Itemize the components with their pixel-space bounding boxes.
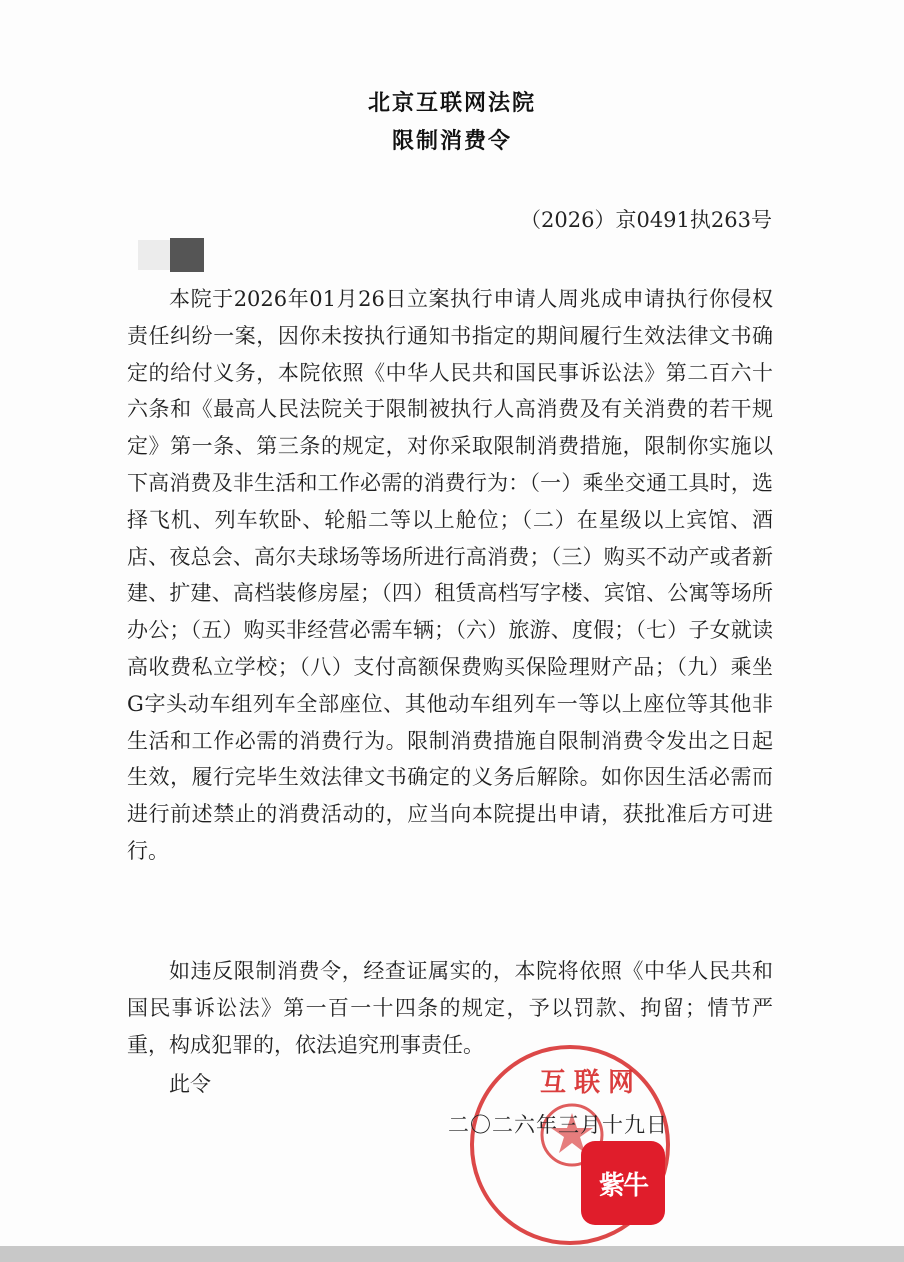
redaction-fade: [138, 240, 170, 270]
document-date: 二〇二六年三月十九日: [448, 1113, 668, 1137]
publisher-logo: [581, 1141, 665, 1225]
court-name: 北京互联网法院: [367, 91, 536, 116]
closing-text: 此令: [169, 1072, 211, 1096]
publisher-logo-text: 紫牛: [598, 1170, 647, 1201]
bottom-scroll-bar: [0, 1246, 904, 1262]
body-paragraph-1: 本院于2026年01月26日立案执行申请人周兆成申请执行你侵权责任纠纷一案，因你未按执行通知书指定的期间履行生效法律文书确定的给付义务，本院依照《中华人民共和国民事诉讼法》第二百六十六条和《最高人民法院关于限制被执行人高消费及有关消费的若干规定》第一条、第三条的规定，对你采取限制消费措施，限制你实施以下高消费及非生活和工作必需的消费行为：（一）乘坐交通工具时，选择飞机、列车软卧、轮船二等以上舱位；（二）在星级以上宾馆、酒店、夜总会、高尔夫球场等场所进行高消费；（三）购买不动产或者新建、扩建、高档装修房屋；（四）租赁高档写字楼、宾馆、公寓等场所办公；（五）购买非经营必需车辆；（六）旅游、度假；（七）子女就读高收费私立学校；（八）支付高额保费购买保险理财产品；（九）乘坐G字头动车组列车全部座位、其他动车组列车一等以上座位等其他非生活和工作必需的消费行为。限制消费措施自限制消费令发出之日起生效，履行完毕生效法律文书确定的义务后解除。如你因生活必需而进行前述禁止的消费活动的，应当向本院提出申请，获批准后方可进行。: [127, 287, 773, 863]
case-number: （2026）京0491执263号: [520, 208, 772, 232]
redaction-block: [170, 238, 204, 272]
seal-text: 互联网: [540, 1068, 643, 1098]
body-paragraph-2: 如违反限制消费令，经查证属实的，本院将依照《中华人民共和国民事诉讼法》第一百一十四条的规定，予以罚款、拘留；情节严重，构成犯罪的，依法追究刑事责任。: [127, 959, 773, 1057]
document-title: 限制消费令: [391, 129, 512, 154]
